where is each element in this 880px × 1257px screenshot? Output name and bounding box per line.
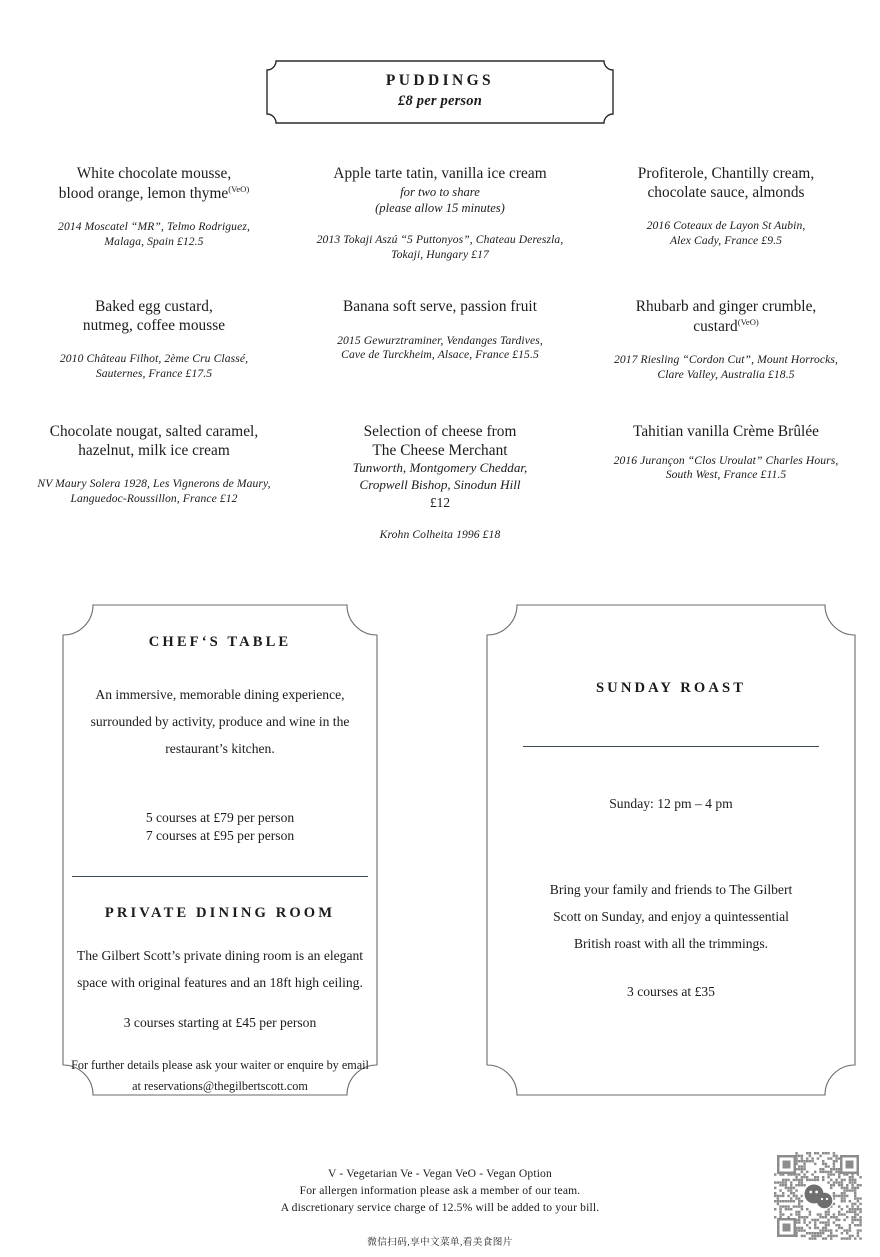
wine-line1: 2010 Château Filhot, 2ème Cru Classé, <box>59 352 249 366</box>
puddings-grid <box>14 165 866 543</box>
wine-line2: South West, France £11.5 <box>665 468 787 482</box>
chefs-table-body-line3: restaurant’s kitchen. <box>165 741 275 757</box>
puddings-header <box>0 60 880 124</box>
private-dining-price: 3 courses starting at £45 per person <box>123 1015 317 1031</box>
pudding-wine-pairing <box>586 219 866 249</box>
chefs-table-price-7-courses: 7 courses at £95 per person <box>145 828 295 844</box>
puddings-title: PUDDINGS <box>385 72 495 89</box>
section-divider <box>72 876 368 877</box>
wine-line2: Tokaji, Hungary £17 <box>391 248 489 262</box>
sunday-roast-body-line3: British roast with all the trimmings. <box>573 936 769 952</box>
pudding-wine-pairing <box>586 454 866 484</box>
pudding-note-line2: (please allow 15 minutes) <box>375 200 505 215</box>
footer <box>0 1166 880 1248</box>
private-dining-body-line2: space with original features and an 18ft high ceiling. <box>77 975 363 991</box>
private-dining-contact <box>62 1055 378 1097</box>
cheese-desc-line1: Tunworth, Montgomery Cheddar, <box>352 460 528 476</box>
pudding-name-line1: White chocolate mousse, <box>76 165 232 182</box>
service-charge-notice: A discretionary service charge of 12.5% will be added to your bill. <box>280 1200 600 1214</box>
pudding-name-line2: nutmeg, coffee mousse <box>82 316 226 334</box>
pudding-item <box>300 165 580 298</box>
sunday-roast-heading: SUNDAY ROAST <box>595 680 747 696</box>
sunday-roast-price: 3 courses at £35 <box>627 984 715 1000</box>
pudding-wine-pairing <box>14 477 294 507</box>
pudding-name-line2: The Cheese Merchant <box>372 441 508 459</box>
pudding-wine-pairing <box>14 352 294 382</box>
pudding-note <box>300 185 580 217</box>
sunday-roast-hours: Sunday: 12 pm – 4 pm <box>609 796 733 811</box>
puddings-column-1 <box>14 165 294 543</box>
wine-line1: NV Maury Solera 1928, Les Vignerons de Maury, <box>37 477 271 491</box>
pudding-name-line1: Chocolate nougat, salted caramel, <box>49 423 259 440</box>
pudding-wine-pairing <box>300 233 580 263</box>
pudding-name-line2: custard <box>693 317 738 335</box>
puddings-subtitle: £8 per person <box>398 93 482 110</box>
pudding-name: Banana soft serve, passion fruit <box>342 298 538 315</box>
pudding-name-line2: hazelnut, milk ice cream <box>78 441 230 459</box>
chefs-table-panel <box>62 604 378 1096</box>
pudding-name <box>14 165 294 203</box>
sunday-roast-body-line1: Bring your family and friends to The Gilbert <box>549 881 793 897</box>
pudding-name <box>14 298 294 335</box>
section-divider <box>523 746 819 747</box>
wine-line2: Alex Cady, France £9.5 <box>670 234 782 248</box>
cheese-desc-line2: Cropwell Bishop, Sinodun Hill <box>359 476 521 492</box>
wine-line2: Languedoc-Roussillon, France £12 <box>70 492 238 506</box>
pudding-wine-pairing: Krohn Colheita 1996 £18 <box>379 528 501 542</box>
chefs-table-body <box>62 681 378 763</box>
chefs-table-body-line2: surrounded by activity, produce and wine in the <box>90 714 350 730</box>
wine-line2: Malaga, Spain £12.5 <box>104 235 204 249</box>
pudding-item <box>586 423 866 483</box>
cheese-price: £12 <box>429 495 451 511</box>
dietary-legend: V - Vegetarian Ve - Vegan VeO - Vegan Option <box>328 1167 552 1180</box>
wechat-qr-code[interactable] <box>774 1152 862 1240</box>
wine-line1: 2016 Jurançon “Clos Uroulat” Charles Hours, <box>613 453 839 467</box>
private-dining-body-line1: The Gilbert Scott’s private dining room is an elegant <box>76 948 364 964</box>
private-dining-heading: PRIVATE DINING ROOM <box>104 905 336 922</box>
wine-line1: 2017 Riesling “Cordon Cut”, Mount Horrocks, <box>613 353 839 367</box>
pudding-name-line1: Baked egg custard, <box>95 298 213 315</box>
pudding-name: Apple tarte tatin, vanilla ice cream <box>333 165 547 182</box>
wechat-instruction-chinese: 微信扫码,享中文菜单,看美食图片 <box>367 1237 513 1249</box>
pudding-name-line2: blood orange, lemon thyme <box>58 184 229 202</box>
cheese-description <box>300 460 580 493</box>
pudding-name <box>14 423 294 460</box>
pudding-name-line2: chocolate sauce, almonds <box>647 183 805 201</box>
wine-line1: 2014 Moscatel “MR”, Telmo Rodriguez, <box>58 220 250 234</box>
diet-marker: (VeO) <box>737 316 759 327</box>
pudding-name-line1: Profiterole, Chantilly cream, <box>637 165 815 182</box>
pudding-name <box>300 423 580 460</box>
chefs-table-body-line1: An immersive, memorable dining experience, <box>95 687 345 702</box>
chefs-table-pricing <box>62 809 378 847</box>
private-dining-contact-line1: For further details please ask your waiter or enquire by email <box>71 1058 369 1073</box>
pudding-name-line1: Rhubarb and ginger crumble, <box>635 298 817 315</box>
pudding-wine-pairing <box>586 353 866 383</box>
wine-line2: Sauternes, France £17.5 <box>95 367 213 381</box>
sunday-roast-body <box>486 876 856 958</box>
pudding-name-line1: Selection of cheese from <box>363 423 517 440</box>
pudding-item <box>14 298 294 423</box>
puddings-column-3 <box>586 165 866 543</box>
wine-line2: Cave de Turckheim, Alsace, France £15.5 <box>341 348 539 362</box>
private-dining-body <box>62 942 378 996</box>
private-dining-email: at reservations@thegilbertscott.com <box>132 1079 308 1094</box>
wine-line1: 2015 Gewurztraminer, Vendanges Tardives, <box>337 333 543 347</box>
pudding-name <box>586 298 866 336</box>
wine-line2: Clare Valley, Australia £18.5 <box>657 368 795 382</box>
puddings-column-2 <box>300 165 580 543</box>
pudding-wine-pairing <box>14 220 294 250</box>
pudding-name: Tahitian vanilla Crème Brûlée <box>633 423 819 440</box>
pudding-item <box>300 423 580 543</box>
pudding-note-line1: for two to share <box>400 184 480 199</box>
chefs-table-price-5-courses: 5 courses at £79 per person <box>145 809 295 825</box>
pudding-item <box>14 165 294 298</box>
pudding-item <box>14 423 294 507</box>
pudding-item <box>586 298 866 423</box>
diet-marker: (VeO) <box>228 183 250 194</box>
pudding-name <box>586 165 866 202</box>
pudding-wine-pairing <box>300 334 580 364</box>
puddings-header-box <box>266 60 614 124</box>
sunday-roast-body-line2: Scott on Sunday, and enjoy a quintessential <box>553 908 789 924</box>
chefs-table-heading: CHEF‘S TABLE <box>148 634 292 650</box>
wine-line1: 2016 Coteaux de Layon St Aubin, <box>646 219 806 233</box>
wine-line1: 2013 Tokaji Aszú “5 Puttonyos”, Chateau Dereszla, <box>316 233 564 247</box>
pudding-item <box>586 165 866 298</box>
sunday-roast-panel <box>486 604 856 1096</box>
qr-code-icon <box>774 1152 862 1240</box>
pudding-item <box>300 298 580 423</box>
allergen-notice: For allergen information please ask a member of our team. <box>299 1183 581 1197</box>
